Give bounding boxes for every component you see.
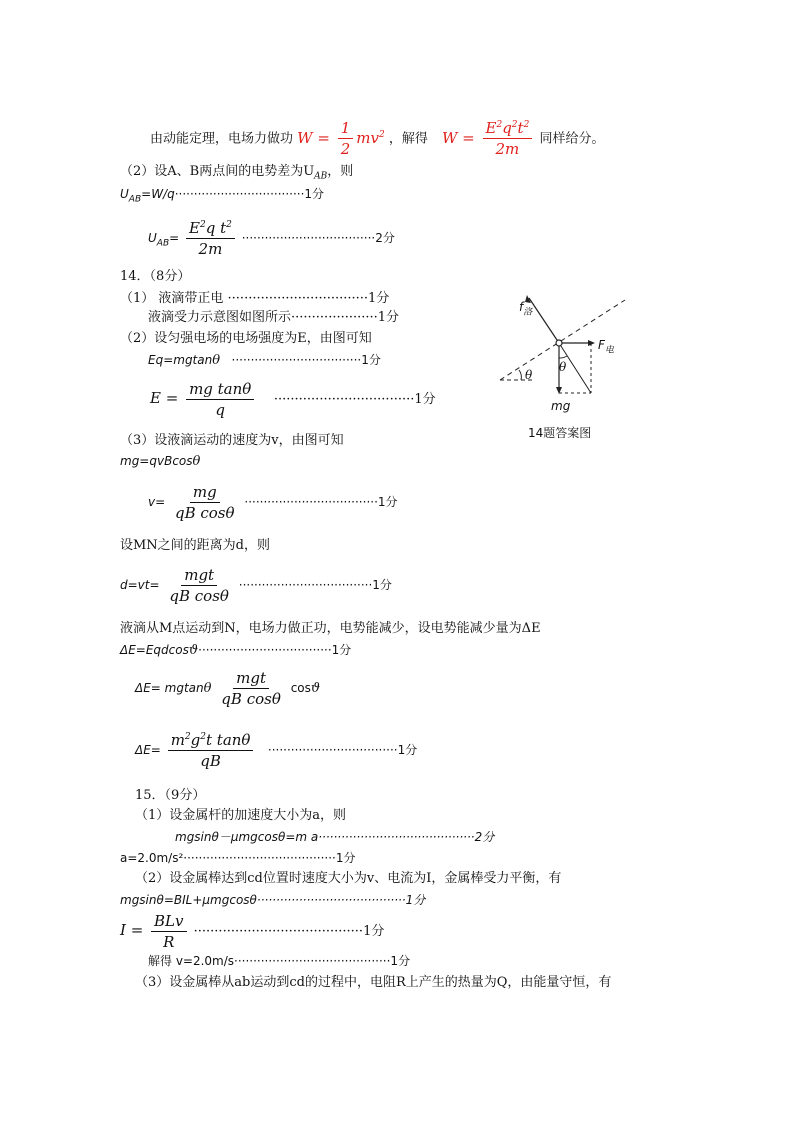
work-solution: W = $\frac{E^2q^2t^2}{2m}$ bbox=[442, 129, 535, 147]
q14-header: 14．（8分） bbox=[120, 269, 191, 284]
uab-eq-line bbox=[120, 185, 324, 203]
de-text: ΔE=Eqdcos bbox=[120, 643, 189, 657]
part2-intro bbox=[120, 163, 353, 181]
eq-tan-score: ··································1分 bbox=[231, 353, 381, 367]
equal-credit-text: 同样给分。 bbox=[539, 131, 605, 147]
v-fraction: $\frac{mg}{\text{qB cosθ}}$ bbox=[174, 483, 235, 522]
q14-a8 bbox=[148, 482, 398, 523]
uab2-lhs: U bbox=[148, 231, 157, 245]
energy-theorem-line bbox=[150, 118, 604, 159]
uab-fraction: $\frac{E^2q t^2}{2m}$ bbox=[186, 218, 235, 259]
q14-a3: （2）设匀强电场的电场强度为E，由图可知 bbox=[120, 331, 372, 346]
q15-b3: a=2.0m/s²········································1分 bbox=[120, 851, 356, 865]
e-formula-score: ··································1分 bbox=[273, 392, 436, 407]
current-score: ·········································1分 bbox=[193, 924, 385, 939]
uab-sub: AB bbox=[128, 194, 142, 205]
v-lhs: v= bbox=[148, 495, 166, 509]
solve-text: ，解得 bbox=[388, 131, 428, 147]
q14-a7: mg=qvBcosθ bbox=[120, 454, 201, 469]
q15-header: 15．（9分） bbox=[135, 788, 206, 803]
uab-rhs: =W/q bbox=[141, 187, 175, 201]
q14-a2: 液滴受力示意图如图所示·····················1分 bbox=[148, 310, 400, 325]
de2-cos: cos bbox=[290, 681, 311, 695]
de3-lhs: ΔE= bbox=[135, 743, 161, 757]
electric-force-label: $F_电$ bbox=[598, 338, 614, 356]
part2-end: ，则 bbox=[327, 164, 354, 179]
q14-a14 bbox=[135, 730, 417, 771]
theta-label-right: θ bbox=[559, 360, 567, 374]
force-diagram bbox=[495, 290, 635, 440]
q15-b4: （2）设金属棒达到cd位置时速度大小为v、电流为I，金属棒受力平衡，有 bbox=[135, 871, 562, 886]
q14-a5 bbox=[150, 378, 436, 420]
uab2-sub: AB bbox=[156, 238, 170, 249]
de3-fraction: $\frac{m^2g^2t \tan\theta}{qB}$ bbox=[168, 730, 254, 771]
part2-sub: AB bbox=[314, 171, 328, 182]
gravity-label: mg bbox=[551, 399, 571, 413]
q14-a12: ΔE=Eqdcosϑ···································1分 bbox=[120, 643, 352, 658]
v-score: ···································1分 bbox=[244, 495, 398, 509]
q15-b7: 解得 v=2.0m/s·········································1分 bbox=[148, 954, 411, 968]
q14-a13: ΔE= mgtanθ $\frac{\text{mgt}}{\text{qB cosθ}}$ cosϑ bbox=[135, 669, 321, 708]
de2-fraction: $\frac{\text{mgt}}{\text{qB cosθ}}$ bbox=[221, 669, 281, 708]
uab-result-line bbox=[148, 218, 395, 259]
work-formula: W = $\frac{1}{2}$ $mv^2$ bbox=[297, 119, 385, 158]
q14-a11: 液滴从M点运动到N，电场力做正功，电势能减少，设电势能减少量为ΔE bbox=[120, 621, 541, 636]
q15-b1: （1）设金属杆的加速度大小为a，则 bbox=[135, 808, 347, 823]
q15-b8: （3）设金属棒从ab运动到cd的过程中，电阻R上产生的热量为Q，由能量守恒，有 bbox=[135, 975, 612, 990]
uab2-eq: = bbox=[169, 231, 180, 245]
current-formula: I = $\frac{\text{BLv}}{R}$ bbox=[120, 921, 190, 939]
e-formula: E = $\frac{\text{mg tanθ}}{q}$ bbox=[150, 389, 257, 407]
q14-a10 bbox=[120, 565, 392, 606]
uab2-score: ···································2分 bbox=[241, 231, 395, 245]
theta-label-left: θ bbox=[525, 368, 533, 382]
q14-a6: （3）设液滴运动的速度为v，由图可知 bbox=[120, 433, 344, 448]
q15-b2: mgsinθ－μmgcosθ=m a·········································2分 bbox=[175, 830, 495, 844]
d-fraction: $\frac{\text{mgt}}{\text{qB cosθ}}$ bbox=[169, 566, 229, 605]
q14-a1: （1） 液滴带正电 ··································1分 bbox=[120, 291, 390, 306]
q14-a9: 设MN之间的距离为d，则 bbox=[120, 538, 271, 553]
d-lhs: d=vt= bbox=[120, 578, 160, 592]
q15-b5: mgsinθ=BIL+μmgcosθ·······································1分 bbox=[120, 893, 426, 907]
uab-score: ··································1分 bbox=[174, 187, 325, 201]
part2-text: （2）设A、B两点间的电势差为U bbox=[120, 164, 315, 179]
de-score: ···································1分 bbox=[198, 643, 352, 657]
eq-tan-text: Eq=mgtan bbox=[148, 353, 213, 367]
q15-b6 bbox=[120, 910, 384, 952]
de2-lhs: ΔE= mgtan bbox=[135, 681, 204, 695]
de3-score: ··································1分 bbox=[267, 743, 418, 757]
q14-a4: Eq=mgtanθ ··································1分 bbox=[148, 353, 381, 368]
uab-lhs: U bbox=[120, 187, 129, 201]
lorentz-force-label: $f_洛$ bbox=[519, 300, 533, 318]
figure-caption: 14题答案图 bbox=[528, 426, 592, 440]
energy-theorem-prefix: 由动能定理，电场力做功 bbox=[150, 131, 294, 147]
d-score: ···································1分 bbox=[238, 578, 392, 592]
mg-eq-text: mg=qvBcos bbox=[120, 454, 193, 468]
